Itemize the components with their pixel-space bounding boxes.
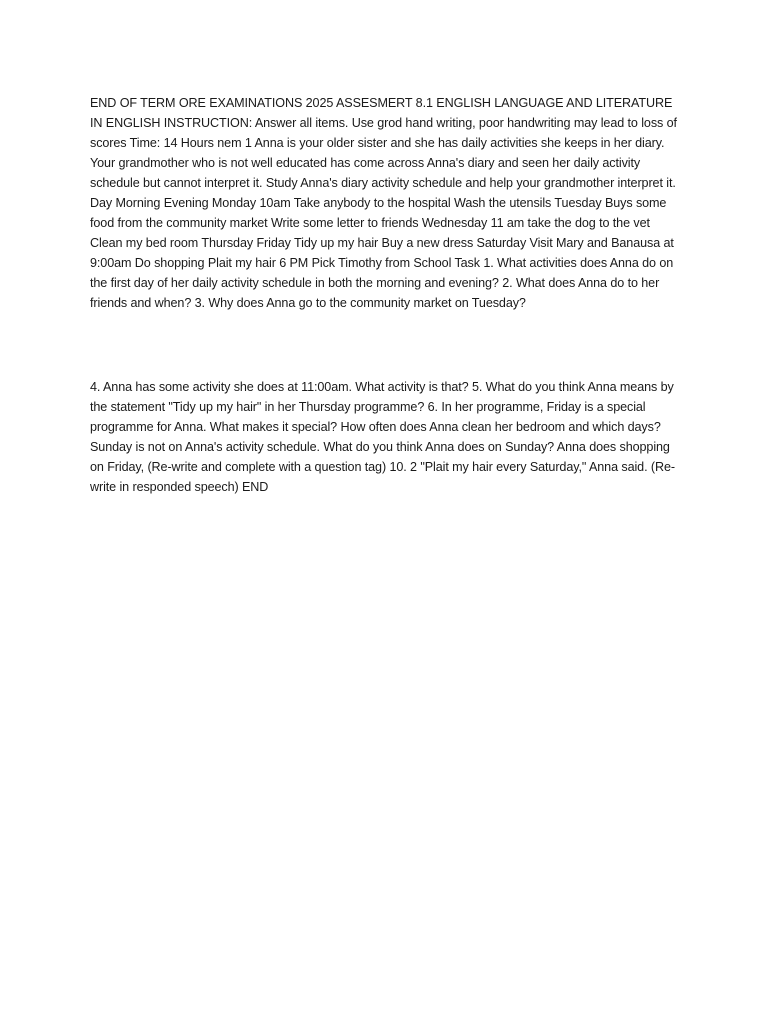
paragraph-exam-instructions: END OF TERM ORE EXAMINATIONS 2025 ASSESMERT 8.1 ENGLISH LANGUAGE AND LITERATURE IN ENGLISH INSTRUCTION: Answer all items. Use grod hand writing, poor handwriting may lead to loss of scores Time: 14 Hours nem 1 Anna is your older sister and she has daily activities she keeps in her diary. Your grandmother who is not well educated has come across Anna's diary and seen her daily activity schedule but cannot interpret it. Study Anna's diary activity schedule and help your grandmother interpret it. Day Morning Evening Monday 10am Take anybody to the hospital Wash the utensils Tuesday Buys some food from the community market Write some letter to friends Wednesday 11 am take the dog to the vet Clean my bed room Thursday Friday Tidy up my hair Buy a new dress Saturday Visit Mary and Banausa at 9:00am Do shopping Plait my hair 6 PM Pick Timothy from School Task 1. What activities does Anna do on the first day of her daily activity schedule in both the morning and evening? 2. What does Anna do to her friends and when? 3. Why does Anna go to the community market on Tuesday? bbox=[90, 96, 677, 310]
paragraph-exam-questions: 4. Anna has some activity she does at 11:00am. What activity is that? 5. What do you think Anna means by the statement "Tidy up my hair" in her Thursday programme? 6. In her programme, Friday is a special programme for Anna. What makes it special? How often does Anna clean her bedroom and which days? Sunday is not on Anna's activity schedule. What do you think Anna does on Sunday? Anna does shopping on Friday, (Re-write and complete with a question tag) 10. 2 "Plait my hair every Saturday," Anna said. (Re-write in responded speech) END bbox=[90, 380, 675, 494]
